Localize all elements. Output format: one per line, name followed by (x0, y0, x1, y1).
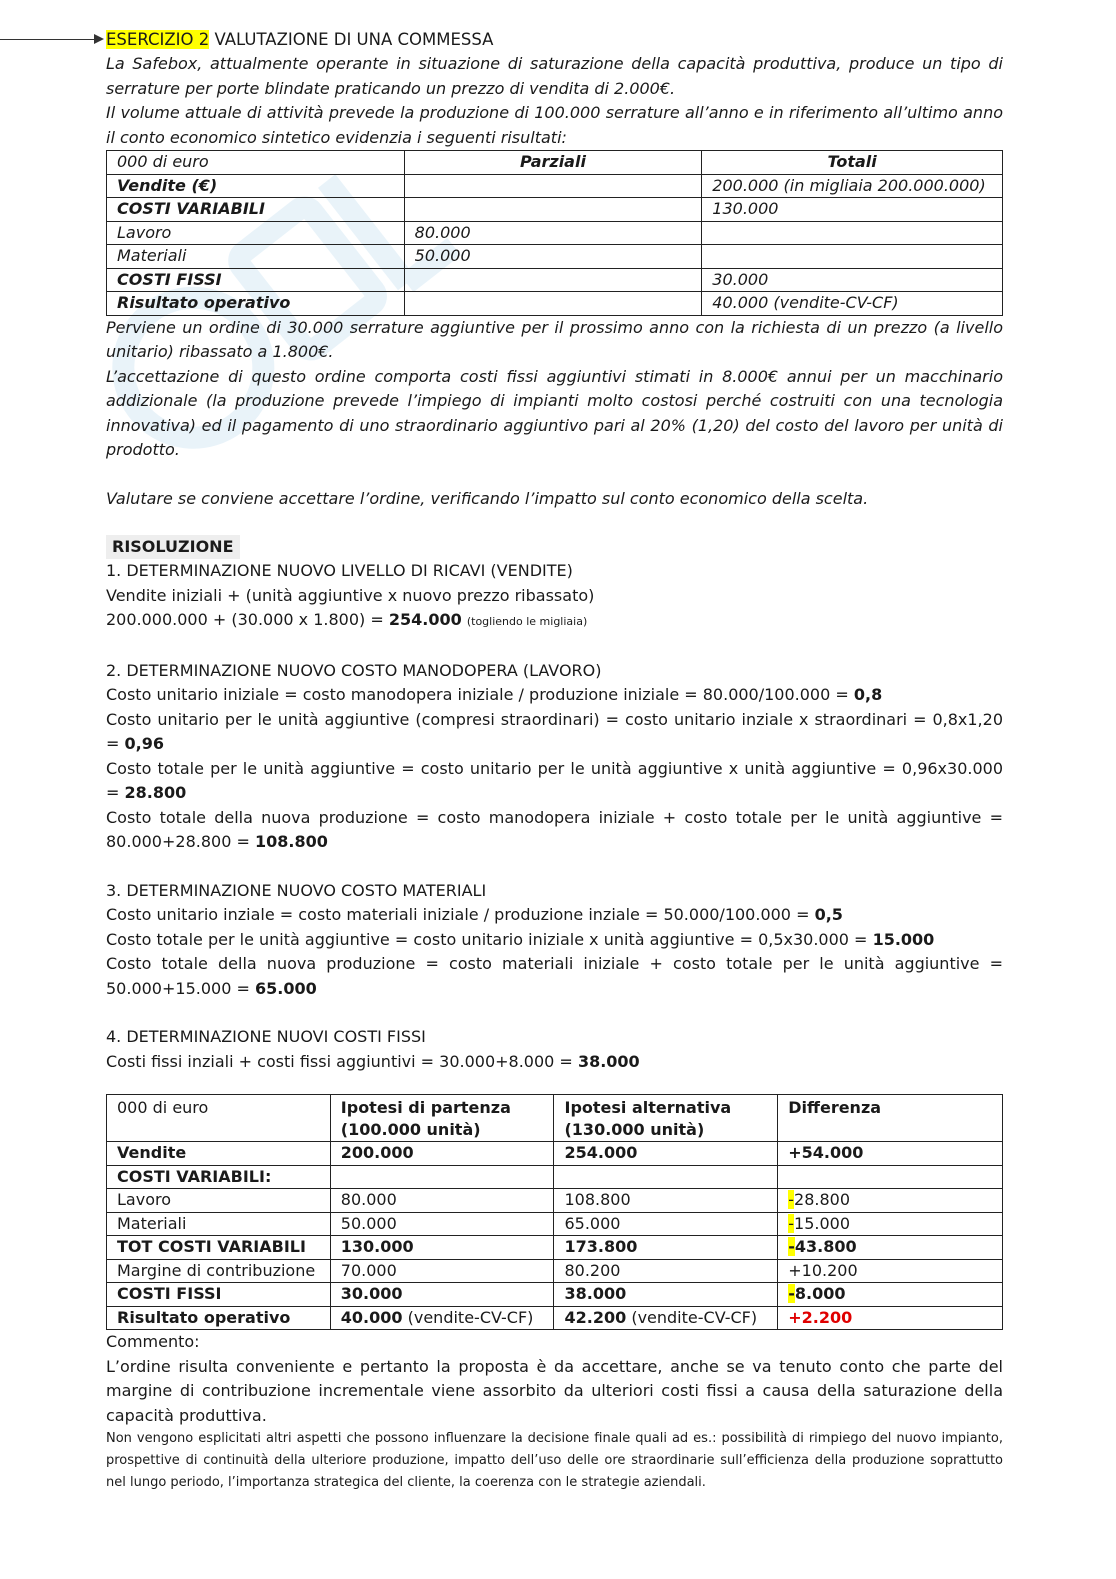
row-label: Lavoro (107, 1189, 331, 1213)
exercise-heading: VALUTAZIONE DI UNA COMMESSA (214, 30, 494, 49)
row-value-b: 173.800 (554, 1236, 778, 1260)
header-line: (100.000 unità) (340, 1120, 481, 1139)
costs-paragraph: L’accettazione di questo ordine comporta costi fissi aggiuntivi stimati in 8.000€ annui per un macchinario addizionale (la produzione prevede l’impiego di impianti molto costosi perché costruiti con una tecnologia innovativa) ed il pagamento di uno straordinario aggiuntivo pari al 20% (1,20) del costo del lavoro per unità di prodotto. (106, 366, 1003, 459)
table-header-cell: 000 di euro (107, 1095, 331, 1142)
row-label: Vendite (€) (107, 174, 405, 198)
row-value-b: 254.000 (554, 1142, 778, 1166)
row-label: Risultato operativo (107, 1306, 331, 1330)
table-header-cell: Parziali (404, 151, 702, 175)
row-diff (778, 1165, 1003, 1189)
table-header-row (107, 151, 1003, 175)
exercise-title (106, 28, 1003, 52)
row-value-a: 80.000 (330, 1189, 554, 1213)
income-statement-table (106, 150, 1003, 316)
table-row (107, 221, 1003, 245)
table-header-cell: Totali (702, 151, 1003, 175)
diff-sign: - (788, 1237, 795, 1256)
section-4-line-1 (106, 1050, 1003, 1075)
formula-text: 200.000.000 + (30.000 x 1.800) = (106, 610, 384, 629)
row-value-a: 130.000 (330, 1236, 554, 1260)
section-2-line-2 (106, 708, 1003, 757)
section-2-title: 2. DETERMINAZIONE NUOVO COSTO MANODOPERA (LAVORO) (106, 660, 602, 680)
row-partial: 80.000 (404, 221, 702, 245)
table-header-row (107, 1095, 1003, 1142)
formula-text: Costo totale per le unità aggiuntive = costo unitario per le unità aggiuntive x unità aggiuntive = 0,96x30.000 = (106, 758, 1003, 802)
comment-text: L’ordine risulta conveniente e pertanto la proposta è da accettare, anche se va tenuto conto che parte del margine di contribuzione incrementale viene assorbito da ulteriori costi fissi a causa della saturazione della capacità produttiva. (106, 1356, 1003, 1425)
diff-sign: - (788, 1213, 795, 1233)
row-label: Risultato operativo (107, 292, 405, 316)
row-value-a: 50.000 (330, 1212, 554, 1236)
row-total: 130.000 (702, 198, 1003, 222)
table-row (107, 1306, 1003, 1330)
row-label: COSTI VARIABILI: (107, 1165, 331, 1189)
row-value-b: 38.000 (554, 1283, 778, 1307)
diff-sign: - (788, 1190, 795, 1209)
formula-text: Costo totale della nuova produzione = costo materiali iniziale + costo totale per le unità aggiuntive = 50.000+15.000 = (106, 954, 1003, 998)
formula-text: Costo unitario inziale = costo materiali iniziale / produzione inziale = 50.000/100.000 = (106, 905, 810, 924)
value-note: (vendite-CV-CF) (631, 1307, 758, 1327)
row-total: 40.000 (vendite-CV-CF) (702, 292, 1003, 316)
formula-text: Costo unitario iniziale = costo manodopera iniziale / produzione iniziale = 80.000/100.000 = (106, 685, 849, 704)
row-diff: +54.000 (778, 1142, 1003, 1166)
diff-value: 8.000 (794, 1284, 846, 1303)
row-value-a (330, 1165, 554, 1189)
row-value-b: 108.800 (554, 1189, 778, 1213)
result-value: 28.800 (124, 783, 187, 802)
table-header-cell (330, 1095, 554, 1142)
row-label: Vendite (107, 1142, 331, 1166)
section-3-title: 3. DETERMINAZIONE NUOVO COSTO MATERIALI (106, 880, 487, 900)
section-2-line-3 (106, 757, 1003, 806)
result-value: 254.000 (388, 610, 462, 629)
value-bold: 40.000 (340, 1307, 403, 1327)
question-paragraph: Valutare se conviene accettare l’ordine, verificando l’impatto sul conto economico della scelta. (106, 488, 869, 508)
row-diff (778, 1212, 1003, 1236)
row-value-b (554, 1165, 778, 1189)
row-label: Materiali (107, 1212, 331, 1236)
row-total: 200.000 (in migliaia 200.000.000) (702, 174, 1003, 198)
comparison-table (106, 1094, 1003, 1330)
value-note: (vendite-CV-CF) (407, 1307, 534, 1327)
row-total (702, 245, 1003, 269)
table-row (107, 1236, 1003, 1260)
section-3-line-3 (106, 952, 1003, 1001)
row-diff: +2.200 (778, 1306, 1003, 1330)
formula-text: Costo totale della nuova produzione = costo manodopera iniziale + costo totale per le unità aggiuntive = 80.000+28.800 = (106, 807, 1003, 851)
section-4-title: 4. DETERMINAZIONE NUOVI COSTI FISSI (106, 1027, 426, 1046)
row-total: 30.000 (702, 268, 1003, 292)
row-value-b: 80.200 (554, 1259, 778, 1283)
row-total (702, 221, 1003, 245)
intro-paragraph-1: La Safebox, attualmente operante in situazione di saturazione della capacità produttiva, produce un tipo di serrature per porte blindate praticando un prezzo di vendita di 2.000€. (106, 54, 1003, 98)
result-value: 65.000 (254, 978, 317, 998)
comment-label: Commento: (106, 1332, 200, 1351)
row-partial (404, 174, 702, 198)
formula-text: Costi fissi inziali + costi fissi aggiuntivi = 30.000+8.000 = (106, 1051, 573, 1071)
formula-text: Costo totale per le unità aggiuntive = costo unitario iniziale x unità aggiuntive = 0,5x30.000 = (106, 929, 868, 949)
row-label: Margine di contribuzione (107, 1259, 331, 1283)
row-diff (778, 1189, 1003, 1213)
table-row (107, 245, 1003, 269)
section-2-line-1 (106, 683, 1003, 708)
result-value: 0,96 (124, 734, 164, 753)
formula-text: Costo unitario per le unità aggiuntive (compresi straordinari) = costo unitario inziale x straordinari = 0,8x1,20 = (106, 709, 1003, 753)
diff-value: 43.800 (794, 1237, 857, 1256)
result-value: 0,8 (853, 685, 883, 704)
margin-arrow-icon (94, 34, 104, 44)
diff-value: 28.800 (794, 1190, 850, 1209)
table-row (107, 1189, 1003, 1213)
result-value: 38.000 (577, 1051, 640, 1071)
section-1-line-2 (106, 608, 1003, 635)
section-3-line-1 (106, 903, 1003, 928)
margin-arrow-line (0, 39, 96, 40)
formula-note: (togliendo le migliaia) (466, 615, 588, 628)
row-partial: 50.000 (404, 245, 702, 269)
row-value-a: 70.000 (330, 1259, 554, 1283)
header-line: Ipotesi alternativa (564, 1098, 732, 1117)
table-header-cell: 000 di euro (107, 151, 405, 175)
row-label: Materiali (107, 245, 405, 269)
section-2-line-4 (106, 806, 1003, 855)
table-header-cell: Differenza (778, 1095, 1003, 1142)
result-value: 15.000 (872, 929, 935, 949)
header-line: Ipotesi di partenza (340, 1098, 511, 1117)
comment-note: Non vengono esplicitati altri aspetti che possono influenzare la decisione finale quali ad es.: possibilità di rimpiego del nuovo impianto, prospettive di continuità della ulteriore produzione, impatto dell’uso delle ore straordinarie sull’efficienza della produzione soprattutto nel lungo periodo, l’importanza strategica del cliente, la coerenza con le strategie aziendali. (106, 1431, 1003, 1490)
table-row (107, 268, 1003, 292)
row-value-b: 65.000 (554, 1212, 778, 1236)
row-label: COSTI FISSI (107, 1283, 331, 1307)
table-header-cell (554, 1095, 778, 1142)
row-value-a: 200.000 (330, 1142, 554, 1166)
table-row (107, 1212, 1003, 1236)
diff-value: 15.000 (794, 1213, 850, 1233)
row-partial (404, 268, 702, 292)
table-row (107, 198, 1003, 222)
row-label: COSTI VARIABILI (107, 198, 405, 222)
diff-sign: - (788, 1284, 795, 1303)
document-body (106, 28, 1003, 1494)
row-label: Lavoro (107, 221, 405, 245)
order-paragraph: Perviene un ordine di 30.000 serrature aggiuntive per il prossimo anno con la richiesta di un prezzo (a livello unitario) ribassato a 1.800€. (106, 317, 1003, 361)
row-diff: +10.200 (778, 1259, 1003, 1283)
row-value-a (330, 1306, 554, 1330)
section-1-title: 1. DETERMINAZIONE NUOVO LIVELLO DI RICAVI (VENDITE) (106, 561, 573, 580)
resolution-heading: RISOLUZIONE (106, 535, 240, 559)
row-label: COSTI FISSI (107, 268, 405, 292)
result-value: 0,5 (814, 905, 843, 924)
row-diff (778, 1236, 1003, 1260)
intro-paragraph-2: Il volume attuale di attività prevede la produzione di 100.000 serrature all’anno e in riferimento all’ultimo anno il conto economico sintetico evidenzia i seguenti risultati: (106, 103, 1003, 147)
result-value: 108.800 (254, 832, 328, 851)
table-row (107, 1259, 1003, 1283)
section-3-line-2 (106, 928, 1003, 953)
row-partial (404, 198, 702, 222)
header-line: (130.000 unità) (564, 1120, 705, 1139)
table-row (107, 1165, 1003, 1189)
row-label: TOT COSTI VARIABILI (107, 1236, 331, 1260)
table-row (107, 292, 1003, 316)
table-row (107, 1283, 1003, 1307)
row-partial (404, 292, 702, 316)
table-row (107, 1142, 1003, 1166)
row-value-b (554, 1306, 778, 1330)
section-1-line-1: Vendite iniziali + (unità aggiuntive x nuovo prezzo ribassato) (106, 585, 595, 605)
row-value-a: 30.000 (330, 1283, 554, 1307)
exercise-label: ESERCIZIO 2 (106, 30, 210, 49)
row-diff (778, 1283, 1003, 1307)
table-row (107, 174, 1003, 198)
value-bold: 42.200 (564, 1307, 627, 1327)
